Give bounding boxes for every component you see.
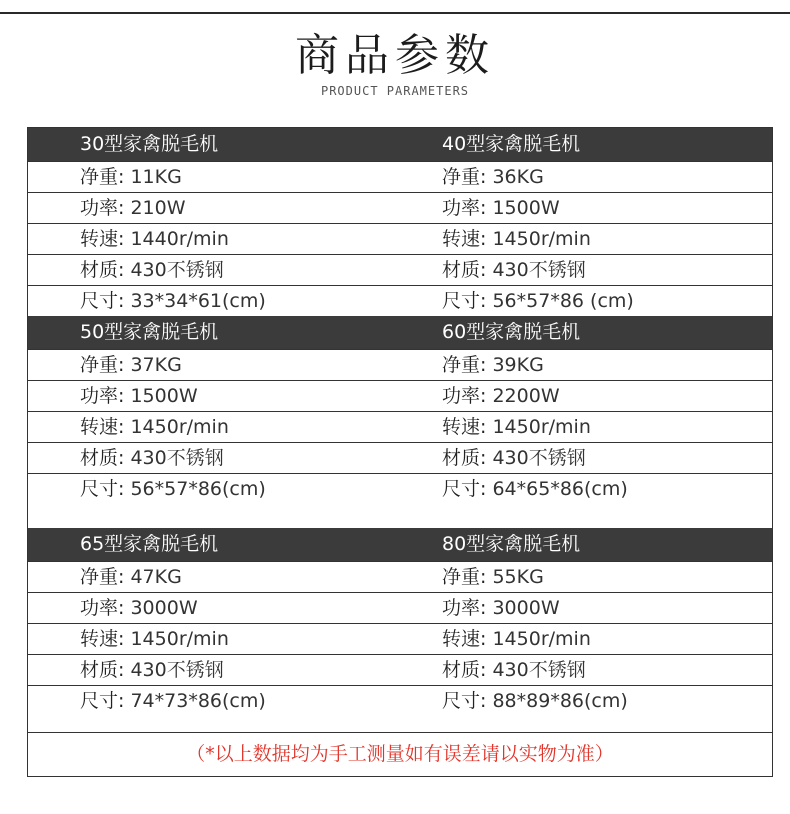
spec-cell: 材质: 430不锈钢	[442, 659, 586, 681]
spec-cell: 尺寸: 33*34*61(cm)	[80, 290, 266, 312]
spec-row-weight	[28, 349, 772, 380]
spec-block	[28, 316, 772, 504]
spec-cell: 功率: 1500W	[80, 385, 198, 407]
page-heading	[0, 28, 790, 98]
spec-row-material	[28, 442, 772, 473]
spec-cell: 净重: 55KG	[442, 566, 544, 588]
spec-row-size	[28, 685, 772, 716]
spec-row-power	[28, 192, 772, 223]
spec-cell: 功率: 3000W	[442, 597, 560, 619]
spec-cell: 转速: 1450r/min	[80, 416, 229, 438]
spec-cell: 材质: 430不锈钢	[442, 447, 586, 469]
spec-row-power	[28, 592, 772, 623]
spec-block	[28, 528, 772, 716]
model-header-row	[28, 316, 772, 349]
spec-block	[28, 128, 772, 316]
spec-cell: 材质: 430不锈钢	[80, 259, 224, 281]
spec-cell: 材质: 430不锈钢	[442, 259, 586, 281]
model-name: 60型家禽脱毛机	[442, 321, 581, 343]
spec-cell: 转速: 1450r/min	[80, 628, 229, 650]
spec-cell: 尺寸: 64*65*86(cm)	[442, 478, 628, 500]
spec-cell: 功率: 210W	[80, 197, 186, 219]
model-header-row	[28, 528, 772, 561]
spec-row-speed	[28, 411, 772, 442]
model-name: 80型家禽脱毛机	[442, 533, 581, 555]
spec-cell: 尺寸: 56*57*86(cm)	[80, 478, 266, 500]
page-subtitle: PRODUCT PARAMETERS	[320, 84, 470, 98]
spec-row-weight	[28, 561, 772, 592]
model-name: 65型家禽脱毛机	[80, 533, 219, 555]
model-header-row	[28, 128, 772, 161]
spec-cell: 功率: 1500W	[442, 197, 560, 219]
spec-cell: 净重: 36KG	[442, 166, 544, 188]
spec-cell: 功率: 2200W	[442, 385, 560, 407]
spec-cell: 转速: 1450r/min	[442, 228, 591, 250]
model-name: 30型家禽脱毛机	[80, 133, 219, 155]
page-title: 商品参数	[295, 30, 495, 81]
model-name: 40型家禽脱毛机	[442, 133, 581, 155]
spec-row-power	[28, 380, 772, 411]
spec-cell: 尺寸: 56*57*86 (cm)	[442, 290, 634, 312]
spec-row-material	[28, 254, 772, 285]
measurement-disclaimer: （*以上数据均为手工测量如有误差请以实物为准）	[186, 743, 614, 765]
spec-row-material	[28, 654, 772, 685]
spec-cell: 材质: 430不锈钢	[80, 447, 224, 469]
spec-row-speed	[28, 623, 772, 654]
spec-cell: 转速: 1440r/min	[80, 228, 229, 250]
footnote-row	[28, 732, 772, 777]
spec-table	[27, 127, 773, 777]
spec-cell: 净重: 47KG	[80, 566, 182, 588]
spec-cell: 功率: 3000W	[80, 597, 198, 619]
spec-row-size	[28, 473, 772, 504]
spec-cell: 尺寸: 88*89*86(cm)	[442, 690, 628, 712]
spec-cell: 转速: 1450r/min	[442, 416, 591, 438]
spec-cell: 材质: 430不锈钢	[80, 659, 224, 681]
spec-cell: 净重: 39KG	[442, 354, 544, 376]
spec-row-weight	[28, 161, 772, 192]
spec-row-speed	[28, 223, 772, 254]
spec-row-size	[28, 285, 772, 316]
top-divider-line	[0, 12, 790, 14]
spec-cell: 转速: 1450r/min	[442, 628, 591, 650]
model-name: 50型家禽脱毛机	[80, 321, 219, 343]
spec-cell: 净重: 37KG	[80, 354, 182, 376]
spec-cell: 尺寸: 74*73*86(cm)	[80, 690, 266, 712]
spec-cell: 净重: 11KG	[80, 166, 182, 188]
